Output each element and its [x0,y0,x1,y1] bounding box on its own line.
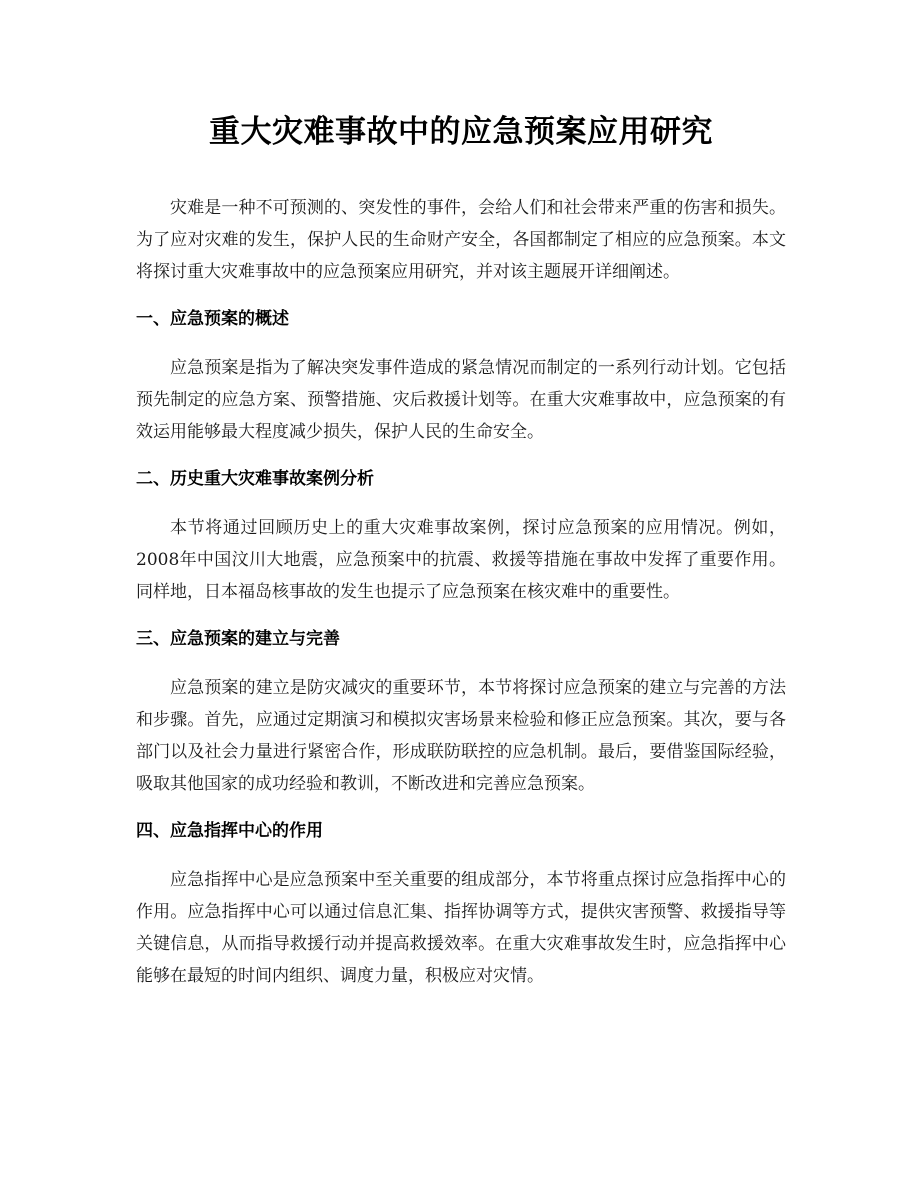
section-paragraph: 本节将通过回顾历史上的重大灾难事故案例，探讨应急预案的应用情况。例如，2008年中国汶川大地震，应急预案中的抗震、救援等措施在事故中发挥了重要作用。同样地，日本福岛核事故的发生也提示了应急预案在核灾难中的重要性。 [136,518,786,602]
document-page [136,0,786,992]
section-paragraph: 应急预案是指为了解决突发事件造成的紧急情况而制定的一系列行动计划。它包括预先制定的应急方案、预警措施、灾后救援计划等。在重大灾难事故中，应急预案的有效运用能够最大程度减少损失，保护人民的生命安全。 [136,358,786,442]
section-command-center [136,816,786,992]
intro-paragraph: 灾难是一种不可预测的、突发性的事件，会给人们和社会带来严重的伤害和损失。为了应对灾难的发生，保护人民的生命财产安全，各国都制定了相应的应急预案。本文将探讨重大灾难事故中的应急预案应用研究，并对该主题展开详细阐述。 [136,198,786,282]
document-title: 重大灾难事故中的应急预案应用研究 [209,114,713,150]
section-heading: 三、应急预案的建立与完善 [136,629,340,649]
section-overview [136,304,786,448]
section-heading: 四、应急指挥中心的作用 [136,821,323,841]
section-paragraph: 应急预案的建立是防灾减灾的重要环节，本节将探讨应急预案的建立与完善的方法和步骤。首先，应通过定期演习和模拟灾害场景来检验和修正应急预案。其次，要与各部门以及社会力量进行紧密合作，形成联防联控的应急机制。最后，要借鉴国际经验，吸取其他国家的成功经验和教训，不断改进和完善应急预案。 [136,678,786,794]
section-establishment [136,624,786,800]
section-heading: 一、应急预案的概述 [136,309,289,329]
section-case-analysis [136,464,786,608]
section-heading: 二、历史重大灾难事故案例分析 [136,469,374,489]
section-paragraph: 应急指挥中心是应急预案中至关重要的组成部分，本节将重点探讨应急指挥中心的作用。应急指挥中心可以通过信息汇集、指挥协调等方式，提供灾害预警、救援指导等关键信息，从而指导救援行动并提高救援效率。在重大灾难事故发生时，应急指挥中心能够在最短的时间内组织、调度力量，积极应对灾情。 [136,870,786,986]
